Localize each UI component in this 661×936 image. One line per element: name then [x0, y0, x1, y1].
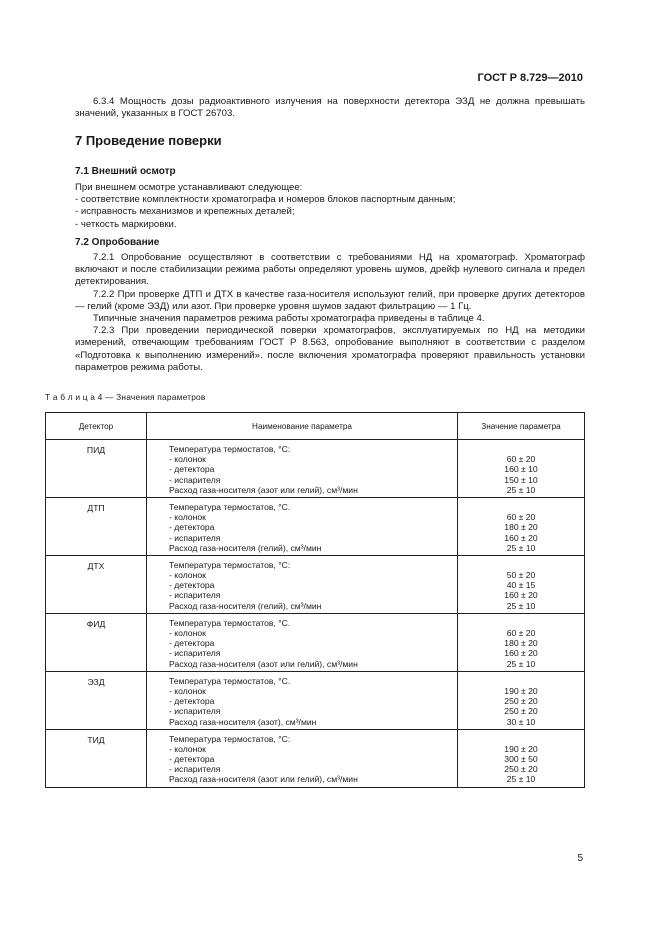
parameter-cell [147, 671, 458, 729]
value-line: 190 ± 20 [504, 743, 538, 754]
inspection-item: - исправность механизмов и крепежных деталей; [75, 206, 295, 218]
table-row [46, 555, 585, 613]
parameter-line: Расход газа-носителя (азот или гелий), см³/мин [169, 658, 358, 669]
value-line: 25 ± 10 [506, 542, 536, 553]
subsection-7-2 [75, 237, 585, 374]
value-line: 60 ± 20 [506, 628, 536, 638]
section-title: 7 Проведение поверки [75, 133, 222, 148]
value-line: 180 ± 20 [504, 638, 538, 649]
parameter-line: Температура термостатов, °С: [169, 733, 291, 744]
inspection-item: - четкость маркировки. [75, 218, 177, 230]
subsection-title: 7.1 Внешний осмотр [75, 166, 176, 177]
inspection-item: - соответствие комплектности хроматографа и номеров блоков паспортным данным; [75, 194, 456, 206]
parameter-line: - детектора [169, 464, 215, 475]
parameter-cell [147, 555, 458, 613]
value-line: 25 ± 10 [506, 658, 536, 669]
parameter-cell [147, 440, 458, 498]
parameter-line: Температура термостатов, °С: [169, 444, 291, 454]
value-line: 250 ± 20 [504, 706, 538, 717]
parameter-line: Расход газа-носителя (гелий), см³/мин [169, 542, 322, 553]
document-header-id: ГОСТ Р 8.729—2010 [477, 72, 583, 84]
detector-cell: ТИД [46, 729, 147, 787]
value-line: 160 ± 20 [504, 648, 538, 659]
parameter-line: Температура термостатов, °С. [169, 501, 291, 512]
value-line: 150 ± 10 [504, 474, 538, 485]
table-row [46, 497, 585, 555]
paragraph-7-2-3: 7.2.3 При проведении периодической поверки хроматографов, эксплуатируемых по НД на методики измерений, отвечающим требованиям ГОСТ Р 8.563, опробование выполняют в соответствии с разделом «Подготовка к выполнению измерений». после включения хроматографа проверяют правильность установки параметров режима работы. [75, 325, 585, 373]
paragraph-7-2-2: 7.2.2 При проверке ДТП и ДТХ в качестве газа-носителя используют гелий, при проверке других детекторов — гелий (кроме ЭЗД) или азот. При проверке уровня шумов задают фильтрацию — 1 Гц. [75, 288, 585, 312]
column-header-parameter: Наименование параметра [147, 413, 458, 440]
value-line: 250 ± 20 [504, 696, 538, 707]
table-row [46, 440, 585, 498]
parameter-line: - детектора [169, 638, 215, 649]
parameter-line: Температура термостатов, °С. [169, 675, 291, 686]
value-cell [458, 555, 585, 613]
subsection-7-1 [75, 166, 585, 231]
parameter-line: Расход газа-носителя (азот или гелий), см³/мин [169, 484, 358, 495]
value-cell [458, 613, 585, 671]
value-cell [458, 497, 585, 555]
detector-cell: ДТХ [46, 555, 147, 613]
value-line: 50 ± 20 [506, 570, 536, 581]
paragraph-typical-values: Типичные значения параметров режима работы хроматографа приведены в таблице 4. [93, 313, 485, 325]
parameter-line: - колонок [169, 570, 206, 581]
value-cell [458, 729, 585, 787]
parameter-line: - детектора [169, 754, 215, 765]
detector-cell: ФИД [46, 613, 147, 671]
paragraph-6-3-4 [75, 96, 585, 120]
value-line: 30 ± 10 [506, 716, 536, 727]
table-header-row [46, 413, 585, 440]
parameter-cell [147, 497, 458, 555]
parameter-line: - испарителя [169, 590, 221, 601]
parameter-line: Расход газа-носителя (азот), см³/мин [169, 716, 317, 727]
value-line [458, 560, 584, 570]
parameter-line: Расход газа-носителя (гелий), см³/мин [169, 600, 322, 611]
parameter-line: - колонок [169, 628, 206, 638]
value-line: 180 ± 20 [504, 522, 538, 533]
parameter-line: - испарителя [169, 474, 221, 485]
inspection-intro: При внешнем осмотре устанавливают следующее: [75, 182, 303, 193]
value-cell [458, 440, 585, 498]
page-number: 5 [577, 853, 583, 864]
parameter-line: - испарителя [169, 648, 221, 659]
detector-cell: ЭЗД [46, 671, 147, 729]
parameter-line: - колонок [169, 743, 206, 754]
value-line: 40 ± 15 [506, 580, 536, 591]
table-row [46, 729, 585, 787]
table-row [46, 613, 585, 671]
detector-cell: ДТП [46, 497, 147, 555]
parameter-cell [147, 729, 458, 787]
value-line: 190 ± 20 [504, 685, 538, 696]
section-7-heading [75, 133, 585, 148]
value-line [458, 676, 584, 686]
value-line: 160 ± 20 [504, 532, 538, 543]
value-line: 300 ± 50 [504, 754, 538, 765]
column-header-value: Значение параметра [458, 413, 585, 440]
value-line: 160 ± 20 [504, 590, 538, 601]
parameter-line: - колонок [169, 685, 206, 696]
parameter-line: - детектора [169, 522, 215, 533]
subsection-title: 7.2 Опробование [75, 237, 160, 248]
parameter-line: - колонок [169, 454, 206, 465]
value-line: 250 ± 20 [504, 764, 538, 775]
parameter-line: - испарителя [169, 764, 221, 775]
parameter-cell [147, 613, 458, 671]
parameters-table [45, 412, 585, 788]
value-line: 25 ± 10 [506, 600, 536, 611]
parameter-line: - колонок [169, 512, 206, 523]
parameter-line: - детектора [169, 580, 215, 591]
column-header-detector: Детектор [46, 413, 147, 440]
parameter-line: Температура термостатов, °С: [169, 559, 291, 570]
parameter-line: - испарителя [169, 532, 221, 543]
value-cell [458, 671, 585, 729]
table-caption: Т а б л и ц а 4 — Значения параметров [45, 392, 206, 402]
parameter-line: Температура термостатов, °С. [169, 617, 291, 628]
value-line: 60 ± 20 [506, 512, 536, 523]
value-line [458, 618, 584, 628]
value-line: 25 ± 10 [506, 484, 536, 495]
parameter-line: Расход газа-носителя (азот или гелий), см³/мин [169, 774, 358, 785]
paragraph-text: 6.3.4 Мощность дозы радиоактивного излучения на поверхности детектора ЭЗД не должна превышать значений, указанных в ГОСТ 26703. [75, 96, 585, 120]
value-line [458, 502, 584, 512]
value-line: 25 ± 10 [506, 774, 536, 785]
table-row [46, 671, 585, 729]
value-line [458, 734, 584, 744]
value-line: 60 ± 20 [506, 454, 536, 465]
paragraph-7-2-1: 7.2.1 Опробование осуществляют в соответствии с требованиями НД на хроматограф. Хроматограф включают и после стабилизации режима работы определяют уровень шумов, дрейф нулевого сигнала и предел детектирования. [75, 252, 585, 288]
parameter-line: - детектора [169, 696, 215, 707]
value-line: 160 ± 10 [504, 464, 538, 475]
parameter-line: - испарителя [169, 706, 221, 717]
detector-cell: ПИД [46, 440, 147, 498]
value-line [458, 444, 584, 454]
